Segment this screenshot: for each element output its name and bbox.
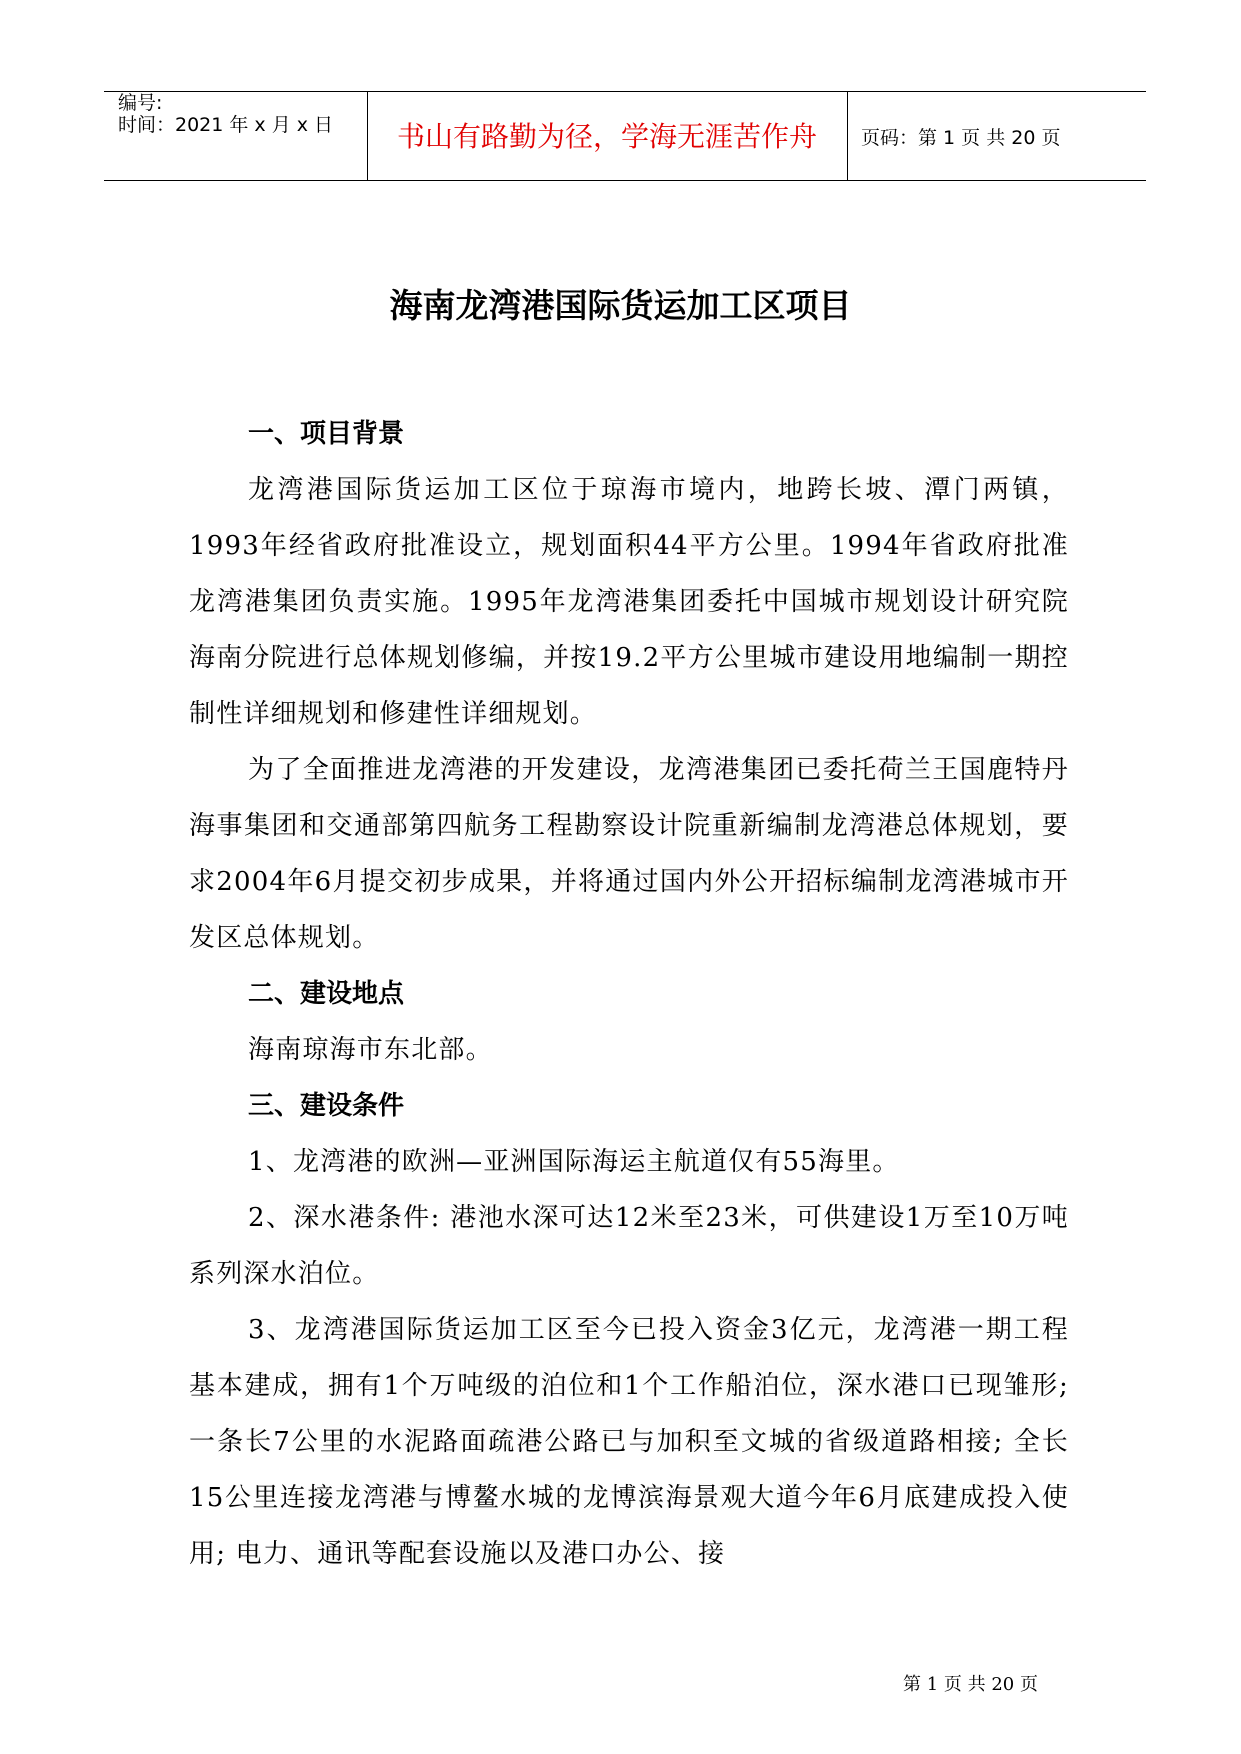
section-conditions [189,1078,1069,1582]
date-line: 时间：2021 年 x 月 x 日 [118,114,334,136]
page-footer: 第 1 页 共 20 页 [903,1674,1038,1695]
header-page-info: 页码：第 1 页 共 20 页 [861,127,1061,149]
section-background [189,406,1069,966]
header-motto: 书山有路勤为径，学海无涯苦作舟 [396,120,817,153]
paragraph: 为了全面推进龙湾港的开发建设，龙湾港集团已委托荷兰王国鹿特丹海事集团和交通部第四航务工程勘察设计院重新编制龙湾港总体规划，要求2004年6月提交初步成果，并将通过国内外公开招标编制龙湾港城市开发区总体规划。 [189,755,1069,953]
serial-number-label: 编号: [118,92,163,114]
document-title: 海南龙湾港国际货运加工区项目 [389,286,852,325]
header-motto-cell [367,92,848,180]
section-heading: 二、建设地点 [248,979,405,1009]
header-page-cell [847,92,1146,180]
paragraph: 1、龙湾港的欧洲—亚洲国际海运主航道仅有55海里。 [248,1147,900,1177]
section-heading: 三、建设条件 [248,1091,405,1121]
paragraph: 海南琼海市东北部。 [248,1035,493,1065]
page-header [104,91,1146,181]
paragraph: 2、深水港条件: 港池水深可达12米至23米，可供建设1万至10万吨系列深水泊位。 [189,1203,1069,1289]
section-location [189,966,1069,1078]
header-meta-cell [104,92,368,180]
section-heading: 一、项目背景 [248,419,405,449]
paragraph: 3、龙湾港国际货运加工区至今已投入资金3亿元，龙湾港一期工程基本建成，拥有1个万吨级的泊位和1个工作船泊位，深水港口已现雏形; 一条长7公里的水泥路面疏港公路已与加积至文城的省级道路相接; 全长15公里连接龙湾港与博鳌水城的龙博滨海景观大道今年6月底建成投入使用; 电力、通讯等配套设施以及港口办公、接 [189,1315,1069,1569]
document-body [189,406,1069,1582]
paragraph: 龙湾港国际货运加工区位于琼海市境内，地跨长坡、潭门两镇，1993年经省政府批准设立，规划面积44平方公里。1994年省政府批准龙湾港集团负责实施。1995年龙湾港集团委托中国城市规划设计研究院海南分院进行总体规划修编，并按19.2平方公里城市建设用地编制一期控制性详细规划和修建性详细规划。 [189,475,1069,729]
